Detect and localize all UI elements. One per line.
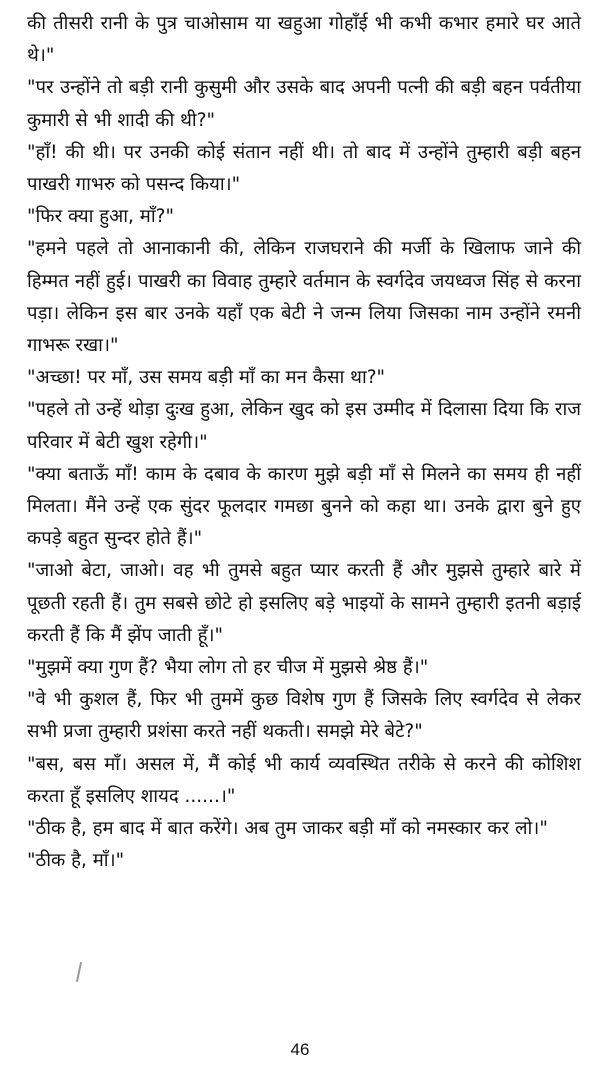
paragraph: "जाओ बेटा, जाओ। वह भी तुमसे बहुत प्यार करती हैं और मुझसे तुम्हारे बारे में पूछती रहती हैं। तुम सबसे छोटे हो इसलिए बड़े भाइयों के सामने तुम्हारी इतनी बड़ाई करती हैं कि मैं झेंप जाती हूँ।" [27,560,581,646]
paragraph: "हाँ! की थी। पर उनकी कोई संतान नहीं थी। तो बाद में उन्होंने तुम्हारी बड़ी बहन पाखरी गाभरु को पसन्द किया।" [27,141,581,196]
paragraph: की तीसरी रानी के पुत्र चाओसाम या खहुआ गोहाँई भी कभी कभार हमारे घर आते थे।" [27,13,581,67]
paragraph: "फिर क्या हुआ, माँ?" [27,206,174,228]
paragraph: "मुझमें क्या गुण हैं? भैया लोग तो हर चीज में मुझसे श्रेष्ठ हैं।" [27,657,429,679]
paragraph: "ठीक है, माँ।" [27,850,125,872]
paragraph: "पहले तो उन्हें थोड़ा दुःख हुआ, लेकिन खुद को इस उम्मीद में दिलासा दिया कि राज परिवार में बेटी खुश रहेगी।" [27,399,581,453]
paragraph: "हमने पहले तो आनाकानी की, लेकिन राजघराने की मर्जी के खिलाफ जाने की हिम्मत नहीं हुई। पाखरी का विवाह तुम्हारे वर्तमान के स्वर्गदेव जयध्वज सिंह से करना पड़ा। लेकिन इस बार उनके यहाँ एक बेटी ने जन्म लिया जिसका नाम उन्होंने रमनी गाभरू रखा।" [27,238,581,357]
pen-mark [76,962,82,982]
paragraph: "पर उन्होंने तो बड़ी रानी कुसुमी और उसके बाद अपनी पत्नी की बड़ी बहन पर्वतीया कुमारी से भी शादी की थी?" [27,77,581,131]
paragraph: "अच्छा! पर माँ, उस समय बड़ी माँ का मन कैसा था?" [27,367,386,389]
paragraph: "बस, बस माँ। असल में, मैं कोई भी कार्य व्यवस्थित तरीके से करने की कोशिश करता हूँ इसलिए शायद ......।" [27,753,581,807]
paragraph: "ठीक है, हम बाद में बात करेंगे। अब तुम जाकर बड़ी माँ को नमस्कार कर लो।" [27,818,548,840]
paragraph: "क्या बताऊँ माँ! काम के दबाव के कारण मुझे बड़ी माँ से मिलने का समय ही नहीं मिलता। मैंने उन्हें एक सुंदर फूलदार गमछा बुनने को कहा था। उनके द्वारा बुने हुए कपड़े बहुत सुन्दर होते हैं।" [27,463,581,550]
paragraph: "वे भी कुशल हैं, फिर भी तुममें कुछ विशेष गुण हैं जिसके लिए स्वर्गदेव से लेकर सभी प्रजा तुम्हारी प्रशंसा करते नहीं थकती। समझे मेरे बेटे?" [27,689,581,743]
page-number: 46 [290,1040,310,1059]
body-text [27,8,581,877]
